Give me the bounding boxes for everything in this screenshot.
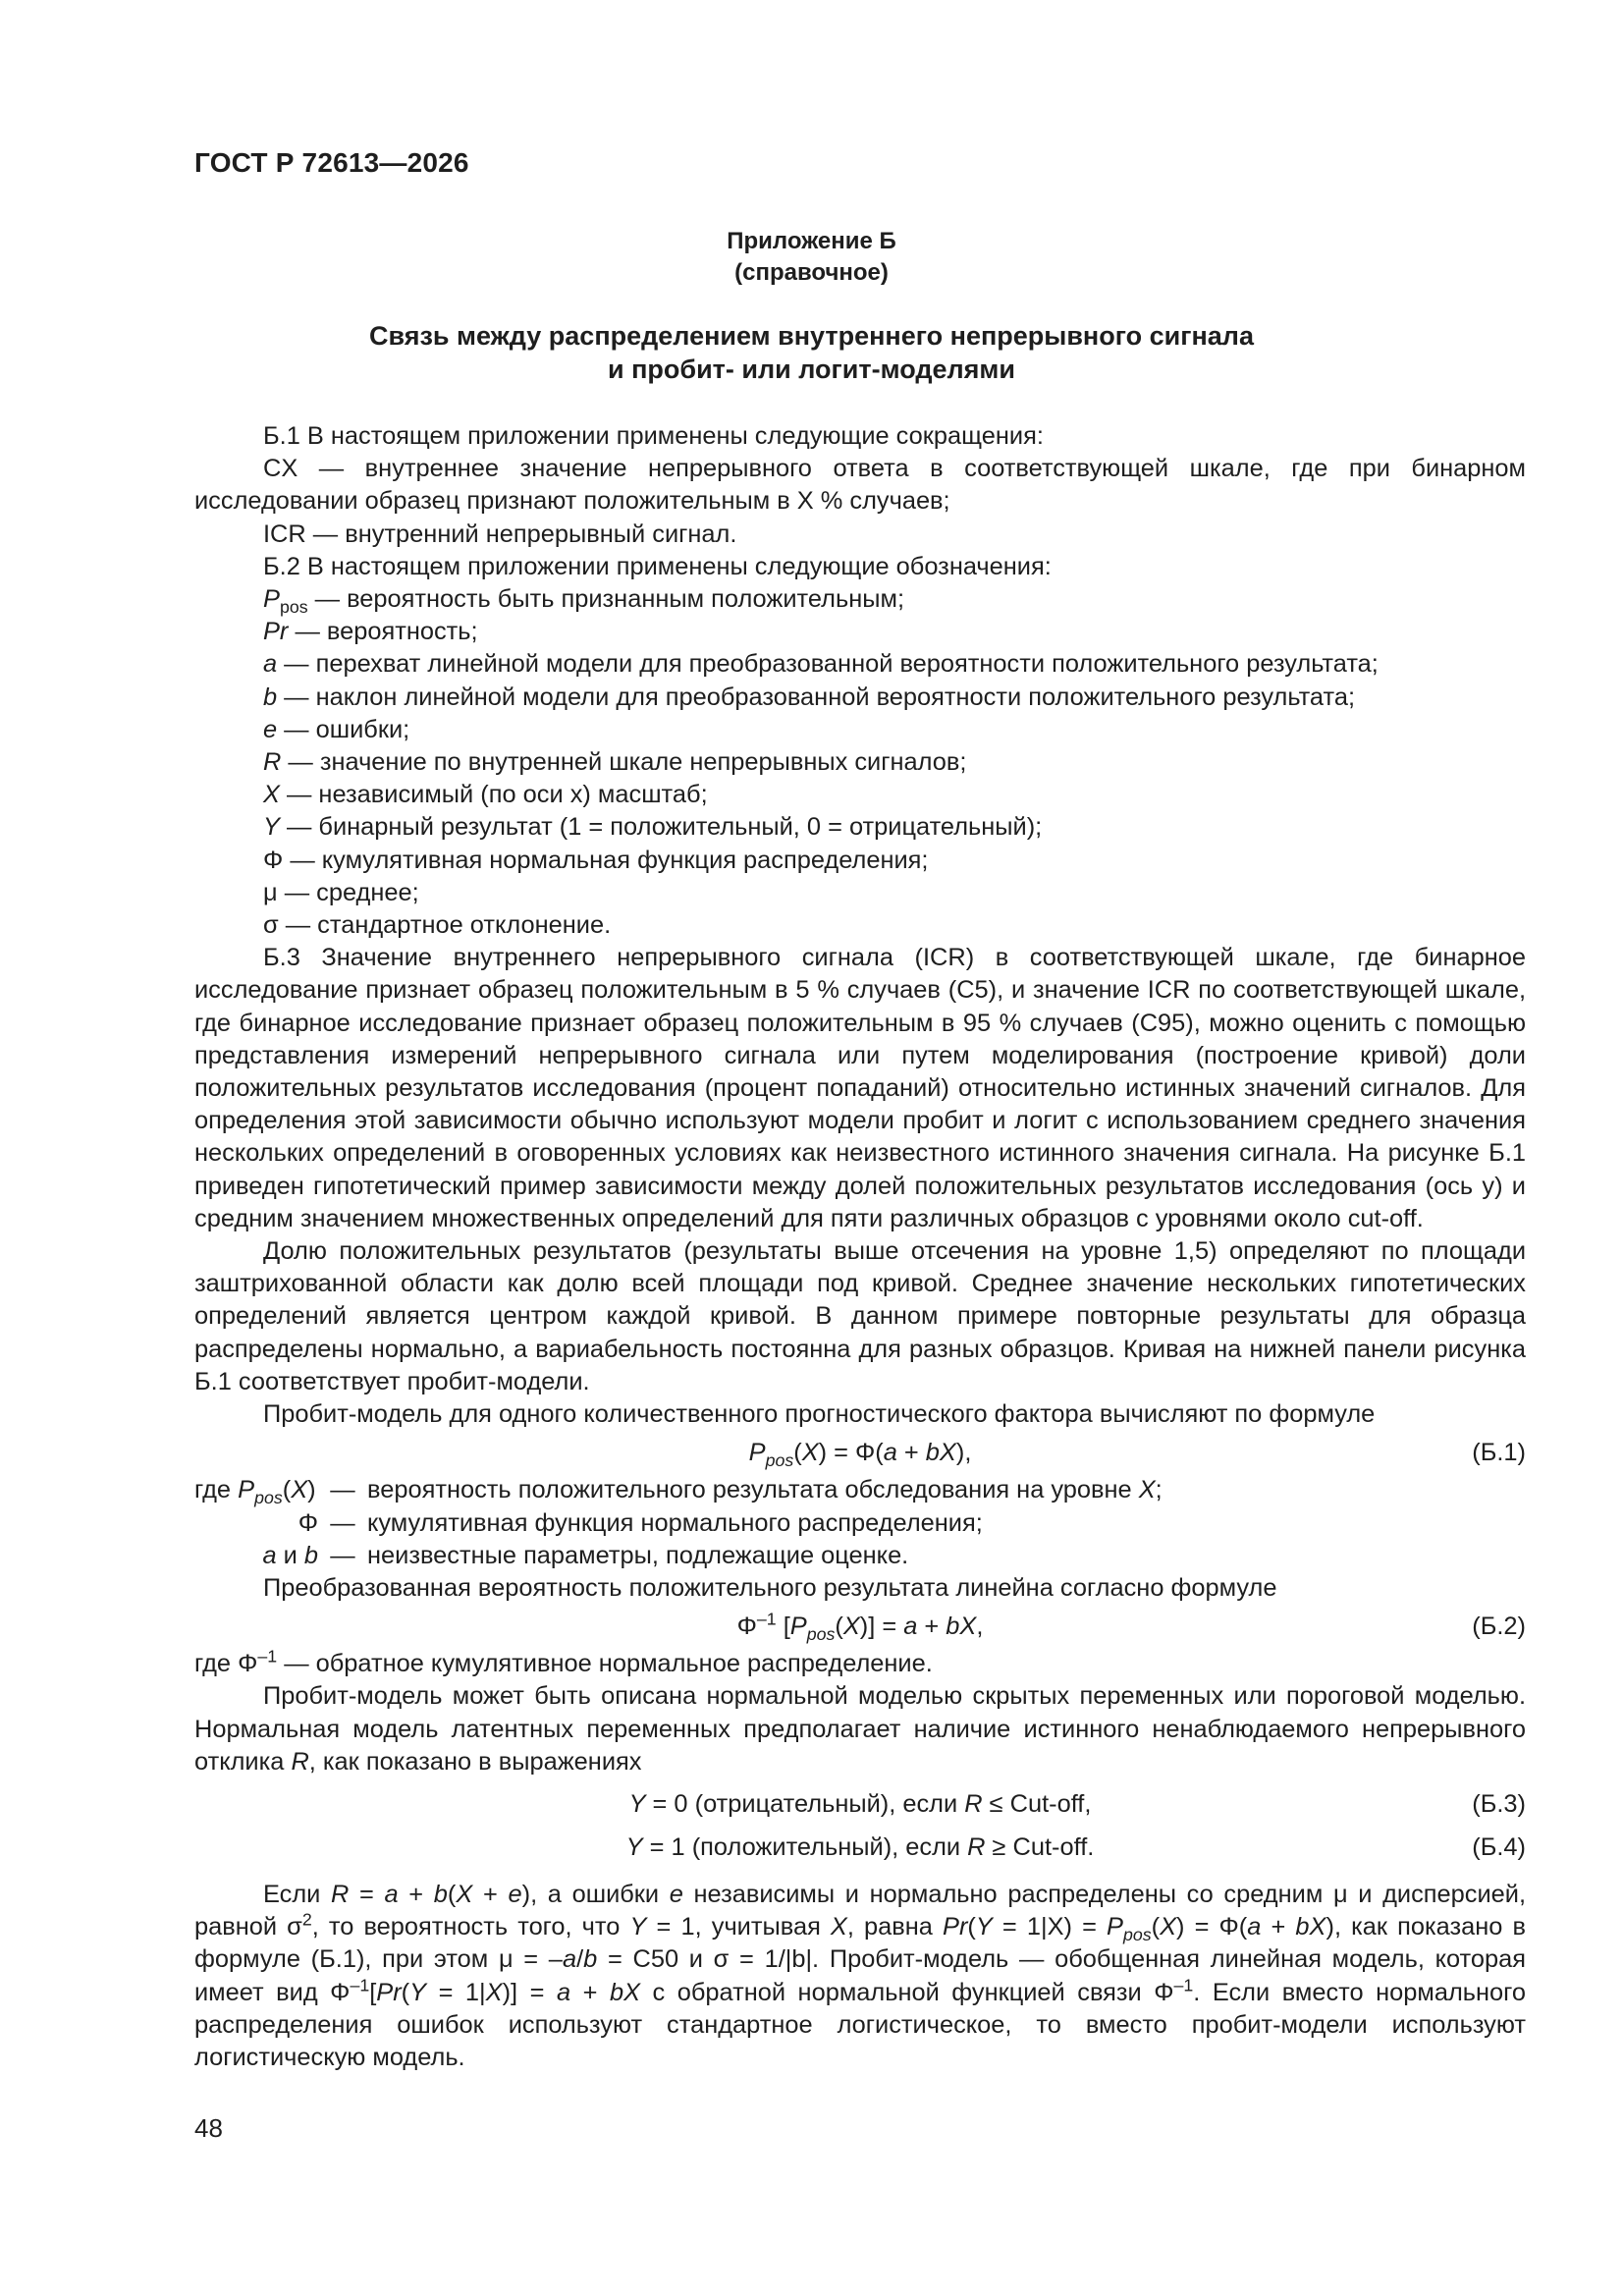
final-paragraph: Если R = a + b(X + e), а ошибки e независимы и нормально распределены со средним μ и дисперсией, равной $\sigma^2$, то вероятность того, что Y = 1, учитывая X, равна $Pr(Y = 1|X) = P_{pos}(X) = \Phi(a + bX)$, как показано в формуле (Б.1), при этом μ = –a/b = C50 и σ = 1/|b|. Пробит-модель — обобщенная линейная модель, которая имеет вид $\Phi^{-1}[Pr(Y = 1|X)] = a$ + bX с обратной нормальной функцией связи $\Phi^{-1}$. Если вместо нормального распределения ошибок используют стандартное логистическое, то вместо пробит-модели используют логистическую модель. (194, 1880, 1527, 2071)
title-line-2: и пробит- или логит-моделями (608, 355, 1015, 384)
symbol-ppos: $P_{pos}$ — вероятность быть признанным положительным; (263, 585, 904, 618)
symbol-a: a — перехват линейной модели для преобразованной вероятности положительного результата; (263, 650, 1379, 679)
appendix-status: (справочное) (734, 259, 889, 286)
abbreviation-cx: CX — внутреннее значение непрерывного ответа в соответствующей шкале, где при бинарном исследовании образец признают положительным в X % случаев; (194, 455, 1526, 516)
b3-paragraph-3: Пробит-модель для одного количественного прогностического фактора вычисляют по формуле (263, 1400, 1376, 1429)
formula-b4 (194, 1830, 1526, 1865)
symbol-e: e — ошибки; (263, 715, 410, 743)
where-phi-inverse: где $\Phi^{-1}$ — обратное кумулятивное нормальное распределение. (194, 1646, 933, 1678)
b2-formula-intro: Преобразованная вероятность положительного результата линейна согласно формуле (263, 1573, 1277, 1602)
formula-b3 (194, 1786, 1526, 1822)
formula-b2-number: (Б.2) (1472, 1613, 1526, 1641)
formula-b2-expression: $\Phi^{-1}$ $[P_{pos}(X)] = a$ + bX, (736, 1609, 984, 1645)
symbol-r: R — значение по внутренней шкале непрерывных сигналов; (263, 748, 967, 777)
formula-b3-number: (Б.3) (1472, 1789, 1526, 1818)
title-line-1: Связь между распределением внутреннего непрерывного сигнала (369, 321, 1254, 351)
document-body (194, 420, 1526, 2074)
latent-model-paragraph: Пробит-модель может быть описана нормальной моделью скрытых переменных или пороговой моделью. Нормальная модель латентных переменных предполагает наличие истинного ненаблюдаемого непрерывного отклика R, как показано в выражениях (194, 1682, 1526, 1776)
b3-paragraph-2: Долю положительных результатов (результаты выше отсечения на уровне 1,5) определяют по площади заштрихованной области как долю всей площади под кривой. Среднее значение нескольких гипотетических определений является центром каждой кривой. В данном примере повторные результаты для образца распределены нормально, а вариабельность постоянна для разных образцов. Кривая на нижней панели рисунка Б.1 соответствует пробит-модели. (194, 1237, 1526, 1395)
symbol-b: b — наклон линейной модели для преобразованной вероятности положительного результата; (263, 683, 1355, 711)
formula-b1 (194, 1431, 1526, 1474)
b2-intro: Б.2 В настоящем приложении применены следующие обозначения: (263, 552, 1052, 580)
document-code: ГОСТ Р 72613—2026 (194, 147, 469, 178)
formula-b4-expression: Y = 1 (положительный), если R ≥ Cut-off. (625, 1832, 1095, 1861)
symbol-pr: Pr — вероятность; (263, 618, 478, 646)
symbol-x: X — независимый (по оси x) масштаб; (263, 781, 708, 809)
symbol-sigma: σ — стандартное отклонение. (263, 911, 612, 940)
appendix-label: Приложение Б (727, 228, 896, 254)
b1-intro: Б.1 В настоящем приложении применены следующие сокращения: (263, 422, 1044, 450)
formula-b3-expression: Y = 0 (отрицательный), если R ≤ Cut-off, (628, 1789, 1092, 1818)
formula-b1-number: (Б.1) (1472, 1439, 1526, 1467)
page-number: 48 (194, 2113, 223, 2143)
appendix-title (0, 319, 1623, 386)
appendix-heading (0, 226, 1623, 289)
symbol-y: Y — бинарный результат (1 = положительный, 0 = отрицательный); (263, 813, 1043, 842)
where-a-b: a и b — неизвестные параметры, подлежащие оценке. (262, 1541, 909, 1569)
symbol-phi: Φ — кумулятивная нормальная функция распределения; (263, 846, 929, 874)
symbol-mu: μ — среднее; (263, 878, 419, 906)
formula-b1-expression: $P_{pos}(X) = \Phi(a + bX)$, (748, 1439, 972, 1471)
where-ppos: где $P_{pos}(X)$ — вероятность положительного результата обследования на уровне X; (194, 1476, 1163, 1508)
where-phi: Φ — кумулятивная функция нормального распределения; (298, 1508, 983, 1537)
formula-b2 (194, 1605, 1526, 1648)
abbreviation-icr: ICR — внутренний непрерывный сигнал. (263, 519, 737, 548)
b3-paragraph-1: Б.3 Значение внутреннего непрерывного сигнала (ICR) в соответствующей шкале, где бинарное исследование признает образец положительным в 5 % случаев (С5), и значение ICR по соответствующей шкале, где бинарное исследование признает образец положительным в 95 % случаев (С95), можно оценить с помощью представления измерений непрерывного сигнала или путем моделирования (построение кривой) доли положительных результатов исследования (процент попаданий) относительно истинных значений сигналов. Для определения этой зависимости обычно используют модели пробит и логит с использованием среднего значения нескольких определений в оговоренных условиях как неизвестного истинного значения сигнала. На рисунке Б.1 приведен гипотетический пример зависимости между долей положительных результатов исследования (ось y) и средним значением множественных определений для пяти различных образцов с уровнями около cut-off. (194, 944, 1526, 1232)
formula-b4-number: (Б.4) (1472, 1832, 1526, 1861)
